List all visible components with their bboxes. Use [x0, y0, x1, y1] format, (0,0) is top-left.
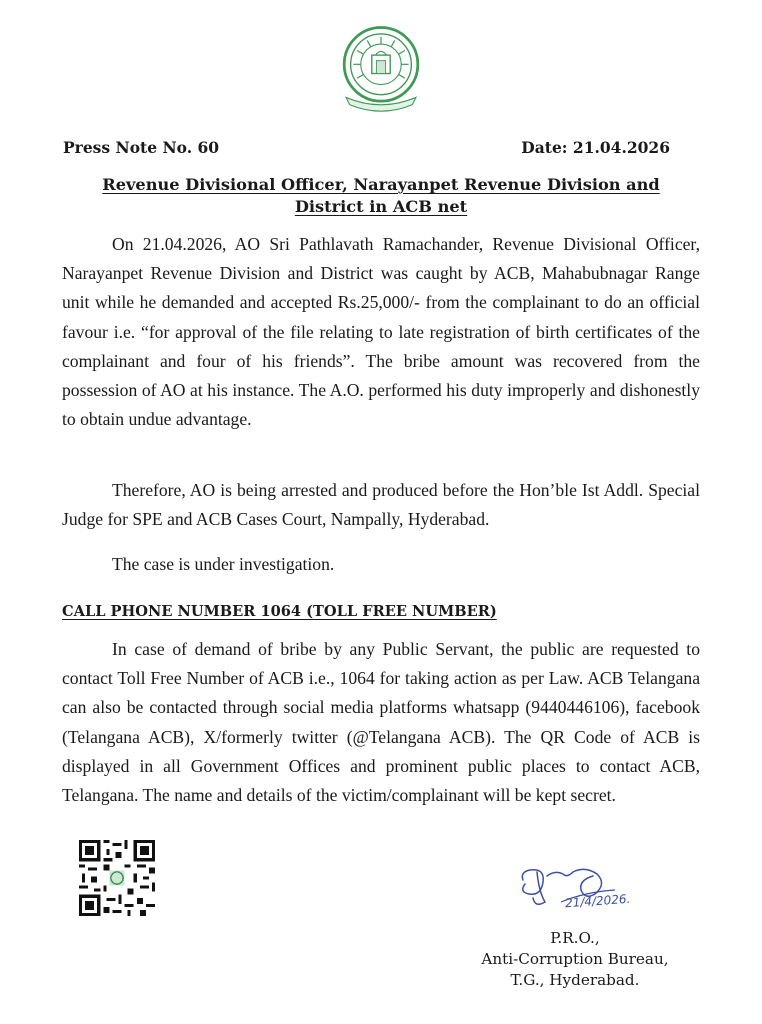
acb-seal-logo — [335, 22, 427, 114]
paragraph-incident: On 21.04.2026, AO Sri Pathlavath Ramachander, Revenue Divisional Officer, Narayanpet Revenue Division and District was caught by ACB, Mahabubnagar Range unit while he demanded and accepted Rs.25,000/- from the complainant to do an official favour i.e. “for approval of the file relating to late registration of birth certificates of the complainant and four of his friends”. The bribe amount was recovered from the possession of AO at his instance. The A.O. performed his duty improperly and dishonestly to obtain undue advantage. — [62, 234, 700, 430]
qr-code-icon — [79, 840, 155, 916]
acb-qr-code[interactable] — [79, 840, 155, 916]
signatory-block — [470, 928, 680, 991]
paragraph-contact-info: In case of demand of bribe by any Public Servant, the public are requested to contact Toll Free Number of ACB i.e., 1064 for taking action as per Law. ACB Telangana can also be contacted through social media platforms whatsapp (9440446106), facebook (Telangana ACB), X/formerly twitter (@Telangana ACB). The QR Code of ACB is displayed in all Government Offices and prominent public places to contact ACB, Telangana. The name and details of the victim/complainant will be kept secret. — [62, 639, 700, 806]
press-note-header — [63, 138, 670, 157]
press-note-date: Date: 21.04.2026 — [521, 138, 670, 157]
page-title — [70, 174, 692, 218]
signatory-title: P.R.O., — [550, 929, 600, 947]
signatory-organization: Anti-Corruption Bureau, — [481, 950, 669, 968]
government-of-telangana-acb-seal-icon — [335, 22, 427, 114]
press-note-number: Press Note No. 60 — [63, 138, 220, 157]
signatory-location: T.G., Hyderabad. — [510, 971, 640, 989]
call-phone-heading: CALL PHONE NUMBER 1064 (TOLL FREE NUMBER) — [62, 603, 497, 620]
paragraph-investigation: The case is under investigation. — [112, 554, 335, 574]
title-line-2: District in ACB net — [294, 197, 468, 216]
paragraph-arrest: Therefore, AO is being arrested and produced before the Hon’ble Ist Addl. Special Judge for SPE and ACB Cases Court, Nampally, Hyderabad. — [62, 480, 700, 530]
title-line-1: Revenue Divisional Officer, Narayanpet Revenue Division and — [102, 175, 660, 194]
signature-date: 21/4/2026. — [564, 891, 631, 911]
